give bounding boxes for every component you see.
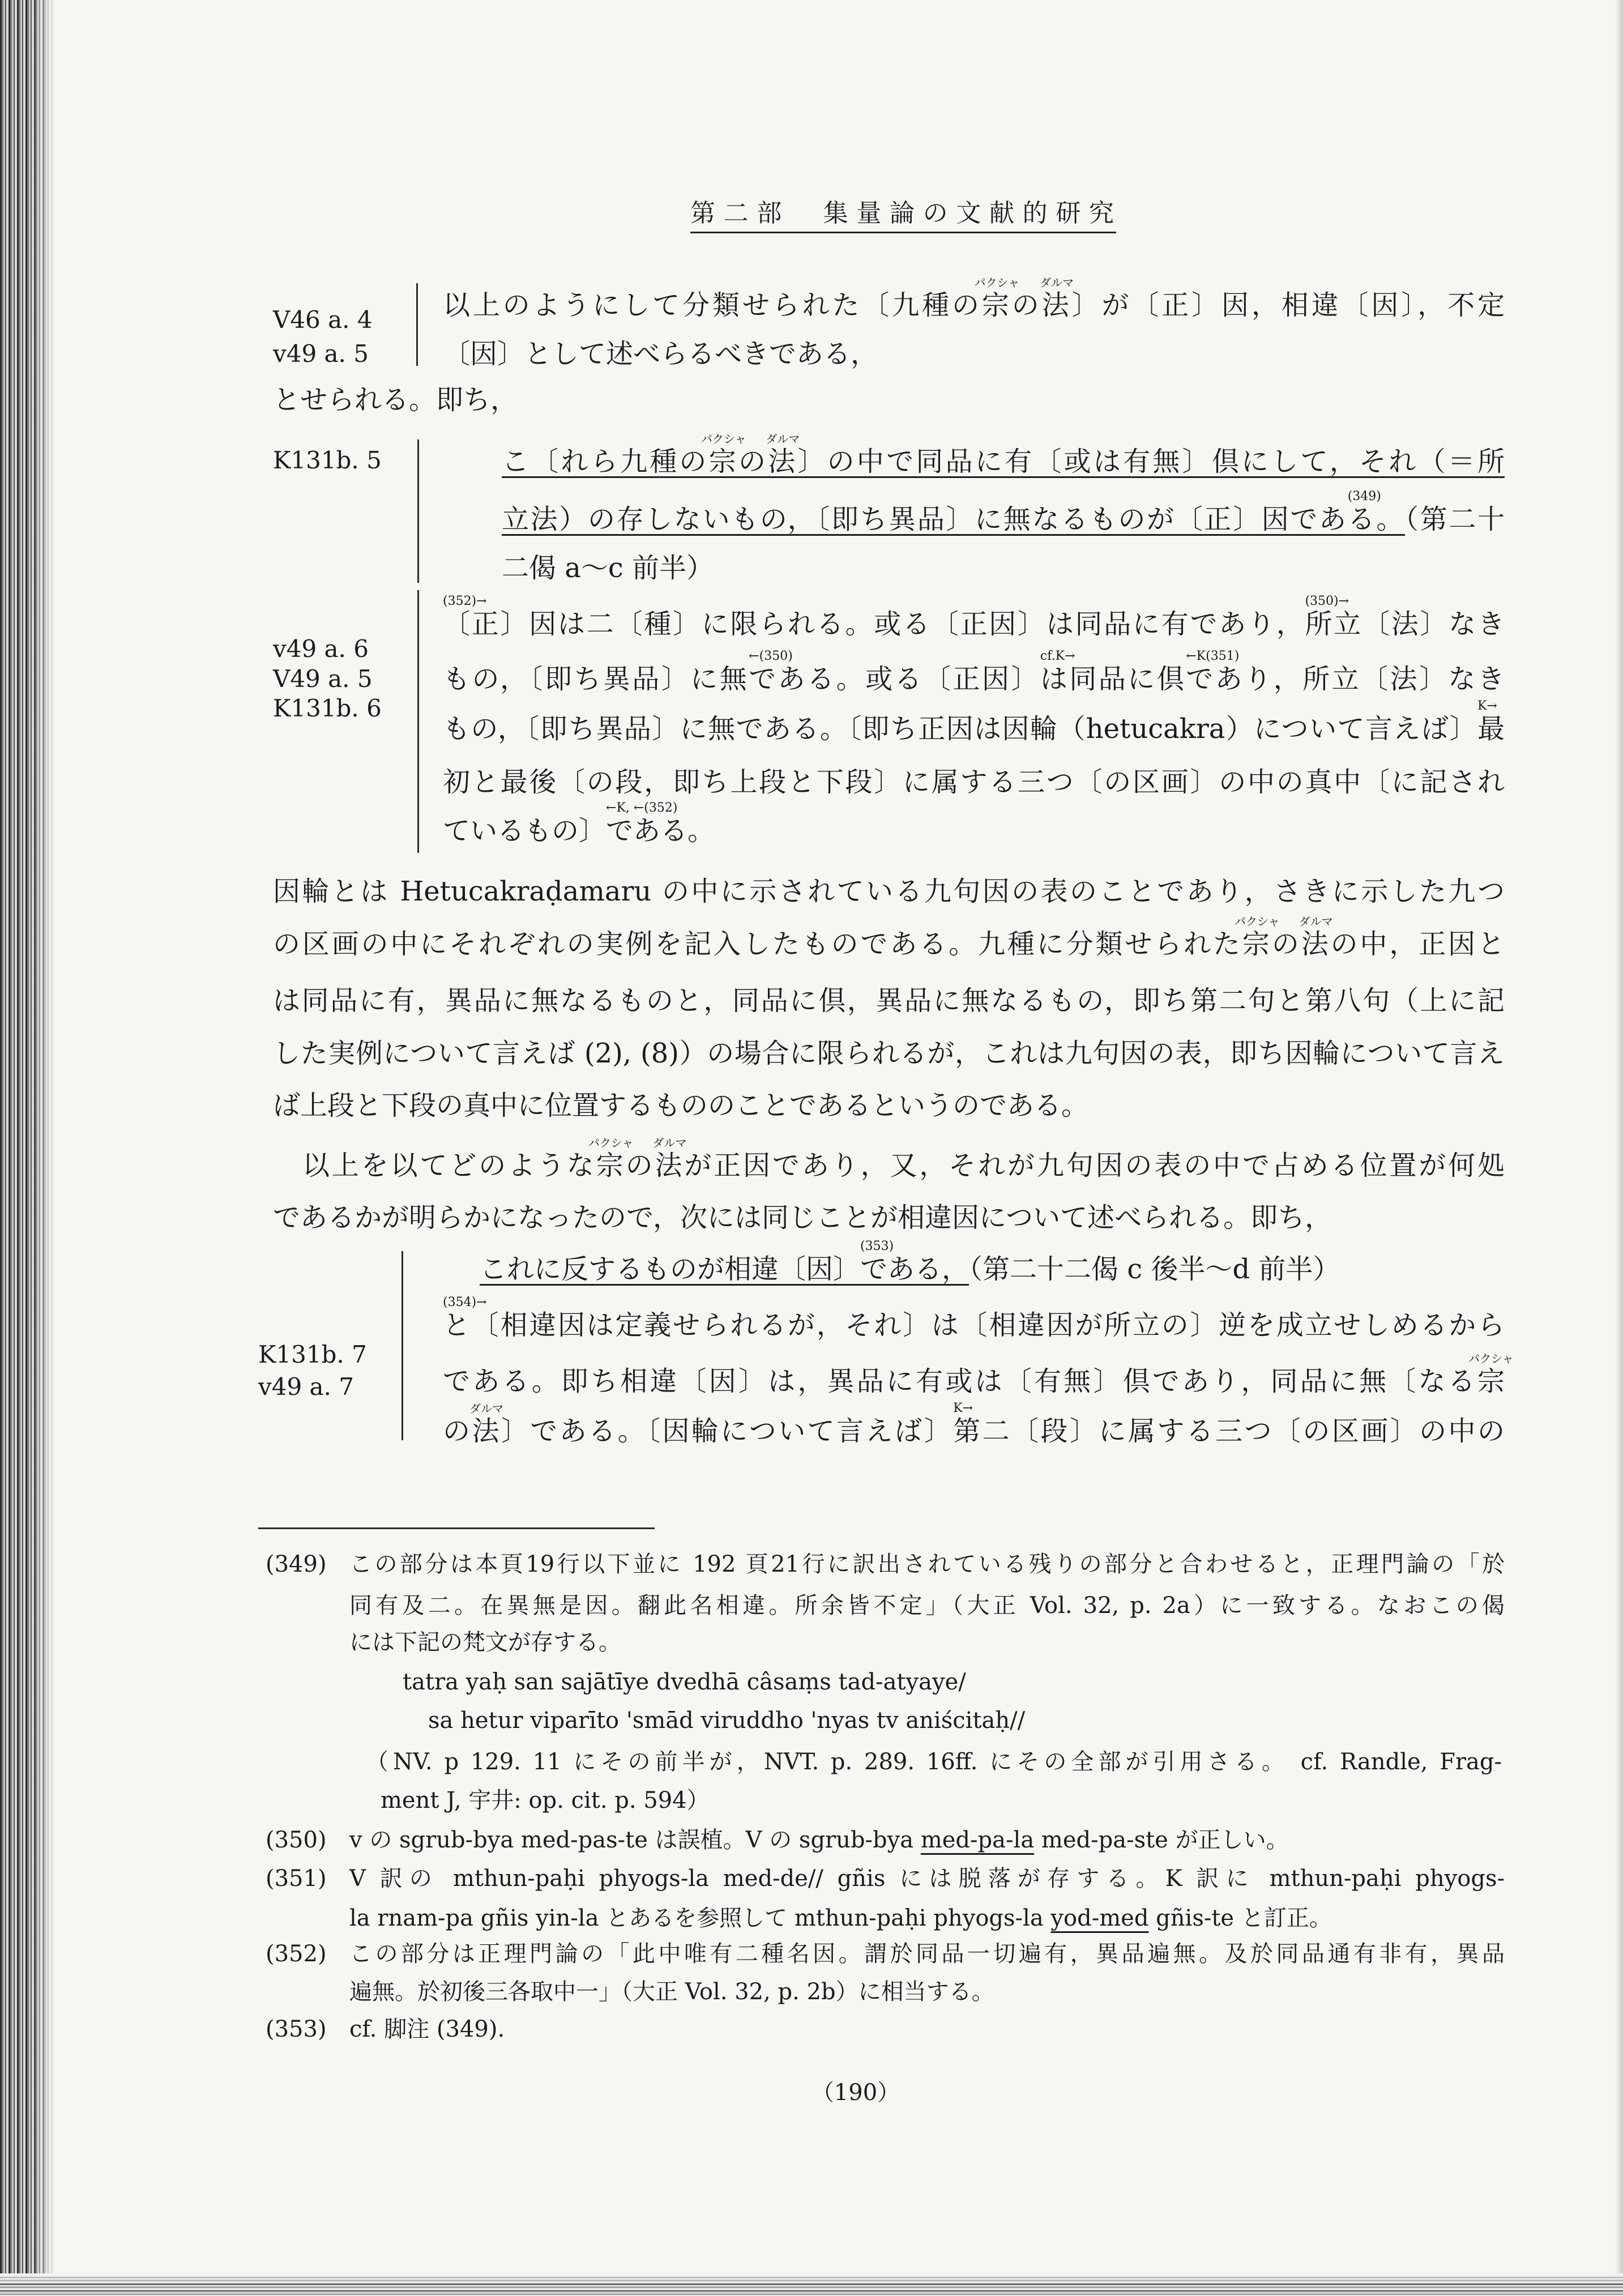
ruby-group bbox=[588, 1136, 634, 1181]
ruby-base: 法 bbox=[655, 1150, 685, 1181]
text-run: cf. 脚注 (349). bbox=[349, 2016, 505, 2042]
ruby-reading: ダルマ bbox=[469, 1402, 504, 1415]
body-line bbox=[443, 801, 715, 848]
ruby-reading: パクシャ bbox=[588, 1136, 634, 1150]
text-run: もの，〔即ち異品〕に無 bbox=[443, 663, 749, 695]
text-run: の bbox=[625, 1150, 655, 1181]
ruby-base: 法 bbox=[472, 1415, 501, 1447]
body-line bbox=[302, 1136, 1505, 1183]
footnote-line bbox=[349, 1905, 1332, 1932]
ruby-group bbox=[1040, 276, 1074, 321]
footnote-number: (353) bbox=[266, 2016, 327, 2042]
cross-reference-mark: K→ bbox=[1477, 699, 1497, 713]
body-line bbox=[480, 1239, 1340, 1286]
text-run: の中，正因と bbox=[1330, 928, 1505, 960]
underlined-text: 〕の中で同品に有〔或は有無〕倶にして，それ（＝所 bbox=[797, 446, 1505, 477]
annotated-group bbox=[749, 649, 866, 695]
text-run: gñis-te と訂正。 bbox=[1148, 1905, 1332, 1931]
text-run: ば上段と下段の真中に位置するもののことであるというのである。 bbox=[273, 1090, 1089, 1121]
source-ref-label: K131b. 5 bbox=[273, 446, 382, 474]
ruby-group bbox=[652, 1136, 687, 1181]
text-run: であるかが明らかになったので，次には同じことが相違因について述べられる。即ち， bbox=[273, 1202, 1332, 1234]
text-run: もの，〔即ち異品〕に無である。〔即ち正因は因輪（hetucakra）について言えば〕 bbox=[443, 713, 1477, 745]
text-run: 〔段〕に属する三つ〔の区画〕の中の bbox=[1011, 1415, 1505, 1447]
body-line bbox=[273, 984, 1505, 1018]
annotated-group bbox=[1305, 594, 1363, 640]
annotated-group bbox=[443, 594, 529, 640]
annotated-group bbox=[953, 1401, 1012, 1447]
source-ref-label: K131b. 6 bbox=[273, 694, 382, 722]
annotated-text: である。 bbox=[606, 815, 715, 847]
underlined-text: の bbox=[738, 446, 768, 477]
ruby-reading: ダルマ bbox=[1040, 276, 1074, 289]
text-run: 因は二〔種〕に限られる。或る〔正因〕は同品に有であり， bbox=[529, 608, 1305, 640]
annotated-group bbox=[1477, 699, 1505, 745]
annotated-group bbox=[1186, 649, 1274, 695]
body-line bbox=[502, 551, 714, 585]
body-line bbox=[443, 337, 878, 371]
text-run: tatra yaḥ san sajātīye dvedhā câsaṃs tad-atyaye/ bbox=[403, 1669, 966, 1695]
source-ref-label: v49 a. 7 bbox=[258, 1373, 354, 1401]
body-line bbox=[443, 699, 1505, 746]
annotated-text: であり bbox=[1186, 663, 1274, 695]
cross-reference-mark: (350)→ bbox=[1305, 594, 1349, 608]
ruby-reading: ダルマ bbox=[766, 432, 800, 446]
annotated-text: る。 bbox=[1347, 503, 1406, 535]
text-run: （第二十 bbox=[1405, 503, 1505, 535]
body-line bbox=[273, 874, 1505, 908]
ruby-reading: ダルマ bbox=[652, 1136, 687, 1150]
footnote-line bbox=[349, 1940, 1505, 1968]
cross-reference-mark: K→ bbox=[953, 1401, 973, 1415]
text-run: 遍無。於初後三各取中一」（大正 Vol. 32, p. 2b）に相当する。 bbox=[349, 1979, 994, 2005]
annotated-text: 〔正〕 bbox=[443, 608, 529, 640]
body-line bbox=[443, 649, 1505, 696]
footnote-line bbox=[366, 1748, 1502, 1776]
margin-bracket-line bbox=[417, 590, 419, 853]
underlined-text: 立法）の存しないもの，〔即ち異品〕に無なるものが〔正〕因であ bbox=[502, 503, 1348, 535]
body-line bbox=[273, 1201, 1332, 1235]
ruby-base: 法 bbox=[768, 446, 798, 477]
footnote-line bbox=[349, 1592, 1505, 1619]
ruby-base: 法 bbox=[1301, 928, 1331, 960]
annotated-text: である， bbox=[860, 1253, 969, 1285]
body-line bbox=[273, 1089, 1088, 1123]
footnote-line bbox=[349, 1978, 994, 2005]
body-line bbox=[273, 383, 518, 417]
source-ref-label: v49 a. 6 bbox=[273, 635, 369, 663]
margin-bracket-line bbox=[417, 439, 419, 583]
footnote-sanskrit-line bbox=[428, 1707, 1025, 1734]
page-number: （190） bbox=[811, 2080, 900, 2106]
text-run: ment J, 宇井: op. cit. p. 594） bbox=[381, 1787, 710, 1813]
text-run: 初と最後〔の段，即ち上段と下段〕に属する三つ〔の区画〕の中の真中〔に記され bbox=[443, 766, 1505, 798]
text-run: 以上を以てどのような bbox=[302, 1150, 596, 1181]
text-run: の bbox=[443, 1415, 472, 1447]
cross-reference-mark: ←K, ←(352) bbox=[606, 801, 678, 815]
body-line bbox=[443, 765, 1505, 799]
footnote-rule bbox=[258, 1527, 655, 1529]
cross-reference-mark: cf.K→ bbox=[1040, 649, 1075, 663]
body-line bbox=[273, 1036, 1505, 1070]
ruby-base: 宗 bbox=[1477, 1365, 1505, 1397]
ruby-group bbox=[766, 432, 800, 477]
footnote-line bbox=[349, 2016, 505, 2043]
ruby-base: 法 bbox=[1041, 289, 1072, 321]
text-run: v の sgrub-bya med-pas-te は誤植。V の sgrub-bya bbox=[349, 1827, 921, 1853]
footnote-number: (352) bbox=[266, 1941, 327, 1967]
text-run: 或る〔正因〕 bbox=[865, 663, 1040, 695]
ruby-base: 宗 bbox=[596, 1150, 626, 1181]
ruby-base: 宗 bbox=[981, 289, 1012, 321]
text-run: sa hetur viparīto 'smād viruddho 'nyas tv aniścitaḥ// bbox=[428, 1708, 1026, 1734]
footnote-line bbox=[381, 1787, 710, 1814]
text-run: とせられる。即ち， bbox=[273, 384, 518, 416]
annotated-group bbox=[860, 1239, 969, 1285]
margin-bracket-line bbox=[402, 1251, 403, 1440]
text-run: である。即ち相違〔因〕は，異品に有或は〔有無〕倶であり，同品に無〔なる bbox=[443, 1365, 1477, 1397]
ruby-base: 宗 bbox=[708, 446, 738, 477]
text-run: 〔相違因は定義せられるが，それ〕は〔相違因が所立の〕逆を成立せしめるから bbox=[471, 1309, 1505, 1341]
ruby-group bbox=[469, 1402, 504, 1447]
ruby-group bbox=[974, 276, 1020, 321]
footnote-number: (349) bbox=[266, 1551, 327, 1577]
text-run: の bbox=[1271, 928, 1301, 960]
text-run: med-pa-ste が正しい。 bbox=[1034, 1827, 1289, 1853]
underlined-text: こ〔れら九種の bbox=[502, 446, 709, 477]
text-run: 〔法〕なき bbox=[1362, 608, 1505, 640]
body-line bbox=[502, 432, 1505, 479]
footnote-number: (351) bbox=[266, 1866, 327, 1892]
footnote-number: (350) bbox=[266, 1827, 327, 1853]
text-run: が正因であり，又，それが九句因の表の中で占める位置が何処 bbox=[684, 1150, 1505, 1181]
text-run: 因輪とは Hetucakraḍamaru の中に示されている九句因の表のことであり，さきに示した九つ bbox=[273, 876, 1505, 907]
ruby-reading: パクシャ bbox=[1468, 1352, 1514, 1365]
ruby-base: 宗 bbox=[1242, 928, 1272, 960]
annotated-text: 第二 bbox=[953, 1415, 1012, 1447]
cross-reference-mark: ←(350) bbox=[749, 649, 793, 663]
annotated-text: 所立 bbox=[1305, 608, 1363, 640]
ruby-group bbox=[701, 432, 746, 477]
ruby-reading: パクシャ bbox=[974, 276, 1020, 289]
source-ref-label: v49 a. 5 bbox=[273, 340, 369, 368]
underlined-text: med-pa-la bbox=[920, 1827, 1035, 1853]
text-run: 〔因〕として述べらるべきである， bbox=[443, 338, 878, 370]
text-run: 二偈 a〜c 前半） bbox=[502, 552, 714, 584]
cross-reference-mark: (349) bbox=[1347, 489, 1381, 503]
text-run: 同品に倶 bbox=[1069, 663, 1186, 695]
annotated-group bbox=[606, 801, 715, 847]
cross-reference-mark: (352)→ bbox=[443, 594, 487, 608]
source-ref-label: K131b. 7 bbox=[258, 1341, 367, 1368]
annotated-text: である。 bbox=[749, 663, 866, 695]
text-run: この部分は正理門論の「此中唯有二種名因。謂於同品一切遍有，異品遍無。及於同品通有非有，異品 bbox=[349, 1941, 1505, 1967]
text-run: 以上のようにして分類せられた〔九種の bbox=[443, 289, 982, 321]
scan-edge-right bbox=[1615, 0, 1623, 2296]
annotated-group bbox=[1040, 649, 1075, 695]
ruby-reading: ダルマ bbox=[1299, 915, 1333, 928]
body-line bbox=[502, 489, 1505, 536]
body-line bbox=[443, 1295, 1505, 1342]
text-run: この部分は本頁19行以下並に 192 頁21行に訳出されている残りの部分と合わせると，正理門論の「於 bbox=[349, 1551, 1505, 1577]
source-ref-label: V46 a. 4 bbox=[273, 306, 373, 334]
ruby-reading: パクシャ bbox=[1235, 915, 1280, 928]
ruby-reading: パクシャ bbox=[701, 432, 746, 446]
text-run: 同有及二。在異無是因。翻此名相違。所余皆不定」（大正 Vol. 32, p. 2a）に一致する。なおこの偈 bbox=[349, 1593, 1505, 1619]
ruby-group bbox=[1235, 915, 1280, 960]
footnote-line bbox=[349, 1826, 1289, 1854]
annotated-text: と bbox=[443, 1309, 472, 1341]
text-run: （NV. p 129. 11 にその前半が，NVT. p. 289. 16ff. にその全部が引用さる。 cf. Randle, Frag- bbox=[366, 1749, 1502, 1775]
text-run: は同品に有，異品に無なるものと，同品に倶，異品に無なるもの，即ち第二句と第八句（上に記 bbox=[273, 985, 1505, 1017]
text-run: ているもの〕 bbox=[443, 815, 607, 847]
text-run: la rnam-pa gñis yin-la とあるを参照して mthun-paḥi phyogs-la bbox=[349, 1905, 1051, 1931]
scan-edge-bottom bbox=[0, 2273, 1623, 2296]
cross-reference-mark: (354)→ bbox=[443, 1295, 487, 1309]
text-run: ，所立〔法〕なき bbox=[1273, 663, 1505, 695]
header-rule bbox=[690, 232, 1116, 233]
footnote-line bbox=[349, 1551, 1505, 1578]
body-line bbox=[443, 594, 1505, 641]
text-run: には下記の梵文が存する。 bbox=[349, 1629, 621, 1655]
body-line bbox=[443, 1401, 1505, 1448]
running-header: 第二部 集量論の文献的研究 bbox=[690, 199, 1114, 228]
body-line bbox=[443, 1352, 1514, 1398]
body-line bbox=[443, 276, 1505, 322]
footnote-line bbox=[349, 1629, 621, 1656]
text-run: の bbox=[1011, 289, 1042, 321]
underlined-text: これに反するものが相違〔因〕 bbox=[480, 1253, 861, 1285]
text-run: した実例について言えば (2), (8)）の場合に限られるが，これは九句因の表，即ち因輪について言え bbox=[273, 1038, 1505, 1069]
annotated-text: は bbox=[1040, 663, 1070, 695]
annotated-group bbox=[1347, 489, 1406, 535]
ruby-group bbox=[1468, 1352, 1514, 1397]
footnote-sanskrit-line bbox=[403, 1668, 966, 1696]
underlined-text: yod-med bbox=[1050, 1905, 1149, 1931]
footnote-line bbox=[349, 1865, 1505, 1892]
ruby-group bbox=[1299, 915, 1333, 960]
text-run: 〕が〔正〕因，相違〔因〕，不定 bbox=[1071, 289, 1505, 321]
cross-reference-mark: ←K(351) bbox=[1186, 649, 1240, 663]
annotated-group bbox=[443, 1295, 487, 1341]
cross-reference-mark: (353) bbox=[860, 1239, 894, 1253]
text-run: の区画の中にそれぞれの実例を記入したものである。九種に分類せられた bbox=[273, 928, 1242, 960]
annotated-text: 最 bbox=[1477, 713, 1505, 745]
scan-edge-left bbox=[0, 0, 54, 2296]
text-run: 〕である。〔因輪について言えば〕 bbox=[501, 1415, 954, 1447]
text-run: （第二十二偈 c 後半〜d 前半） bbox=[969, 1253, 1340, 1285]
source-ref-label: V49 a. 5 bbox=[273, 665, 373, 693]
body-line bbox=[273, 915, 1505, 961]
text-run: V 訳の mthun-paḥi phyogs-la med-de// gñis には脱落が存する。K 訳に mthun-paḥi phyogs- bbox=[349, 1866, 1505, 1892]
margin-bracket-line bbox=[416, 283, 418, 366]
